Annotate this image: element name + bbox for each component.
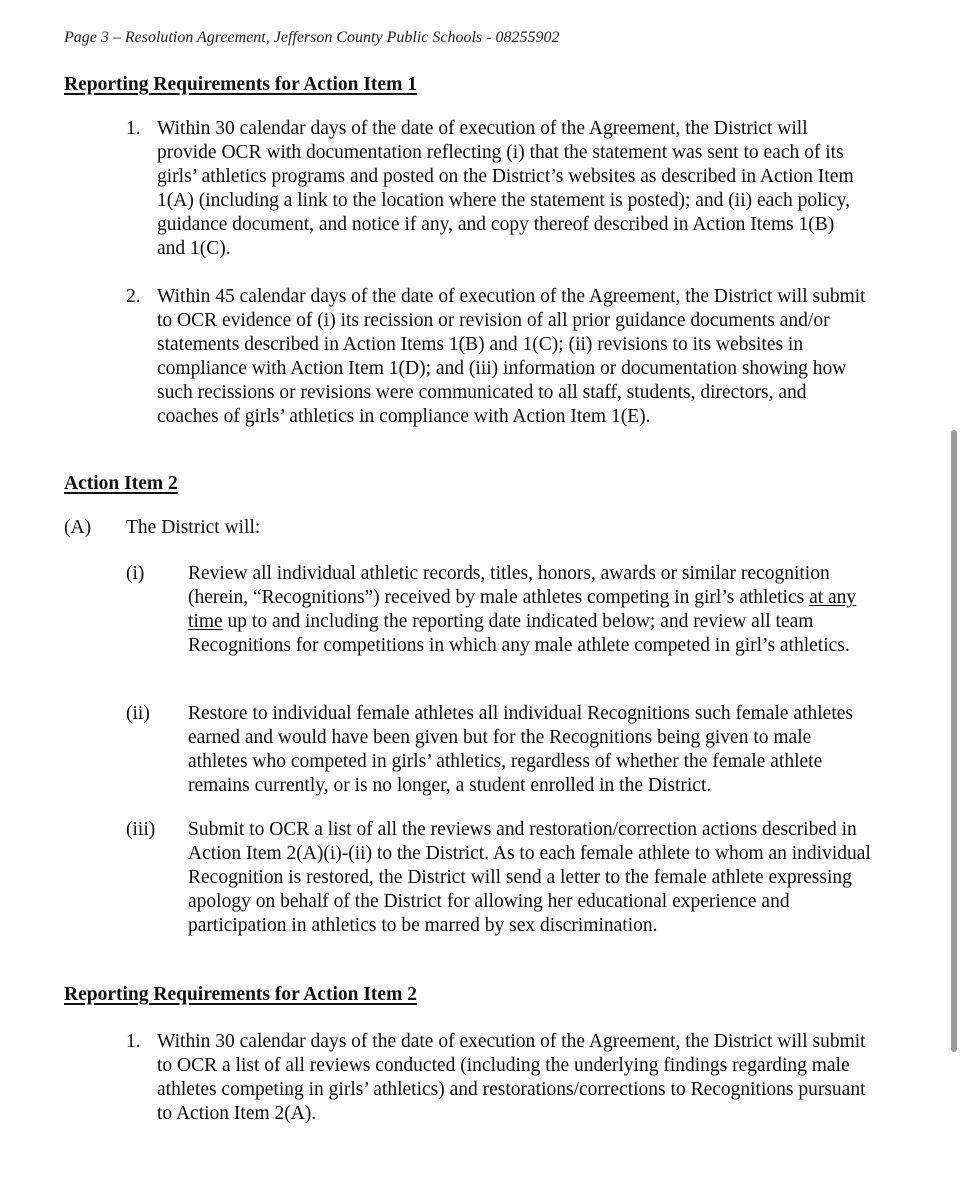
subsection-label: (A) [64,517,92,538]
subsection-a [64,516,824,540]
list-item-text: Within 30 calendar days of the date of execution of the Agreement, the District will provide OCR with documentation reflecting (i) that the statement was sent to each of its girls’ athletics programs and posted on the District’s websites as described in Action Item 1(A) (including a link to the location where the statement is posted); and (ii) each policy, guidance document, and notice if any, and copy thereof described in Action Items 1(B) and 1(C). [157,118,854,259]
page-header: Page 3 – Resolution Agreement, Jefferson County Public Schools - 08255902 [64,29,560,46]
roman-list-item [126,562,871,658]
section-heading-reporting-action-item-1: Reporting Requirements for Action Item 1 [64,74,417,95]
roman-list-number: (ii) [126,703,150,724]
list-item [126,285,866,429]
section-heading-reporting-action-item-2: Reporting Requirements for Action Item 2 [64,984,417,1005]
list-item [126,117,866,261]
roman-list-item [126,818,871,938]
list-item [126,1030,866,1126]
roman-list-item [126,702,871,798]
roman-list-text: Review all individual athletic records, titles, honors, awards or similar recognition (herein, “Recognitions”) received by male athletes competing in girl’s athletics at any time up to and including the reporting date indicated below; and review all team Recognitions for competitions in which any male athlete competed in girl’s athletics. [188,563,857,656]
subsection-text: The District will: [126,517,261,538]
list-item-text: Within 45 calendar days of the date of execution of the Agreement, the District will submit to OCR evidence of (i) its recission or revision of all prior guidance documents and/or statements described in Action Items 1(B) and 1(C); (ii) revisions to its websites in compliance with Action Item 1(D); and (iii) information or documentation showing how such recissions or revisions were communicated to all staff, students, directors, and coaches of girls’ athletics in compliance with Action Item 1(E). [157,286,866,427]
list-item-number: 1. [126,1031,141,1052]
roman-list-number: (iii) [126,819,156,840]
roman-list-text: Restore to individual female athletes all individual Recognitions such female athletes earned and would have been given but for the Recognitions being given to male athletes who competed in girls’ athletics, regardless of whether the female athlete remains currently, or is no longer, a student enrolled in the District. [188,703,853,796]
roman-list-text: Submit to OCR a list of all the reviews and restoration/correction actions described in Action Item 2(A)(i)-(ii) to the District. As to each female athlete to whom an individual Recognition is restored, the District will send a letter to the female athlete expressing apology on behalf of the District for allowing her educational experience and participation in athletics to be marred by sex discrimination. [188,819,871,936]
roman-list-number: (i) [126,563,145,584]
underlined-emphasis: at any time [188,587,857,632]
list-item-number: 1. [126,118,141,139]
list-item-number: 2. [126,286,141,307]
section-heading-action-item-2: Action Item 2 [64,473,178,494]
list-item-text: Within 30 calendar days of the date of execution of the Agreement, the District will submit to OCR a list of all reviews conducted (including the underlying findings regarding male athletes competing in girls’ athletics) and restorations/corrections to Recognitions pursuant to Action Item 2(A). [157,1031,866,1124]
vertical-scrollbar[interactable] [951,430,957,1052]
